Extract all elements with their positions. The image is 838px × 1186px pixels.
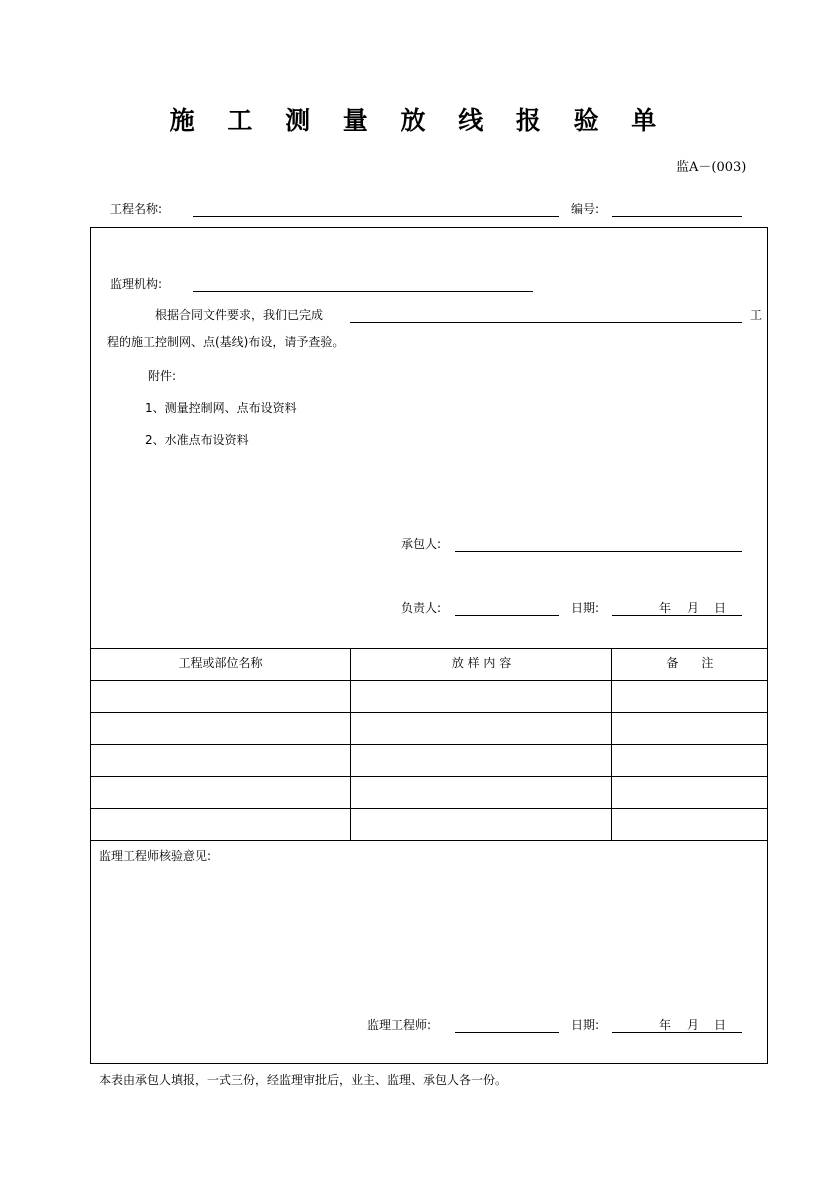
table-cell-remarks[interactable] [612,681,767,712]
completed-project-field[interactable] [350,322,742,323]
footnote: 本表由承包人填报，一式三份，经监理审批后，业主、监理、承包人各一份。 [99,1073,508,1087]
contractor-field[interactable] [455,551,742,552]
table-cell-remarks[interactable] [612,809,767,840]
attachment-item: 2、水准点布设资料 [145,433,249,447]
table-cell-remarks[interactable] [612,745,767,776]
review-opinion-area[interactable] [99,868,759,1008]
table-cell-location[interactable] [91,745,350,776]
date-month: 月 [687,601,700,615]
review-date-year: 年 [659,1018,672,1032]
table-header-remarks: 备 注 [666,656,714,670]
statement-suffix: 工 [750,308,763,322]
table-cell-location[interactable] [91,681,350,712]
engineer-field[interactable] [455,1032,559,1033]
table-cell-location[interactable] [91,713,350,744]
supervision-org-field[interactable] [193,291,533,292]
form-title: 施 工 测 量 放 线 报 验 单 [169,106,669,135]
table-cell-content[interactable] [351,681,611,712]
attachments-label: 附件: [148,369,177,383]
table-cell-content[interactable] [351,713,611,744]
review-date-month: 月 [687,1018,700,1032]
number-field[interactable] [612,216,742,217]
number-label: 编号: [571,202,600,216]
responsible-field[interactable] [455,615,559,616]
form-code: 监A－(003) [676,160,747,175]
table-cell-content[interactable] [351,777,611,808]
review-date-day: 日 [714,1018,727,1032]
supervision-org-label: 监理机构: [110,277,163,291]
project-name-label: 工程名称: [110,202,163,216]
date-year: 年 [659,601,672,615]
attachment-item: 1、测量控制网、点布设资料 [145,401,297,415]
project-name-field[interactable] [193,216,559,217]
statement-part1: 根据合同文件要求，我们已完成 [155,308,324,322]
table-cell-content[interactable] [351,745,611,776]
responsible-label: 负责人: [401,601,442,615]
table-cell-remarks[interactable] [612,777,767,808]
table-cell-location[interactable] [91,777,350,808]
contractor-label: 承包人: [401,537,442,551]
review-opinion-label: 监理工程师核验意见: [99,849,212,863]
table-header-location: 工程或部位名称 [178,656,263,670]
table-bottom-border [90,840,768,841]
review-date-label: 日期: [571,1018,600,1032]
statement-part2: 程的施工控制网、点(基线)布设，请予查验。 [107,335,345,349]
table-cell-location[interactable] [91,809,350,840]
table-top-border [90,648,768,649]
table-cell-content[interactable] [351,809,611,840]
engineer-label: 监理工程师: [367,1018,432,1032]
table-cell-remarks[interactable] [612,713,767,744]
date-day: 日 [714,601,727,615]
table-header-content: 放 样 内 容 [451,656,512,670]
review-date-field[interactable] [612,1032,742,1033]
date-field[interactable] [612,615,742,616]
date-label: 日期: [571,601,600,615]
